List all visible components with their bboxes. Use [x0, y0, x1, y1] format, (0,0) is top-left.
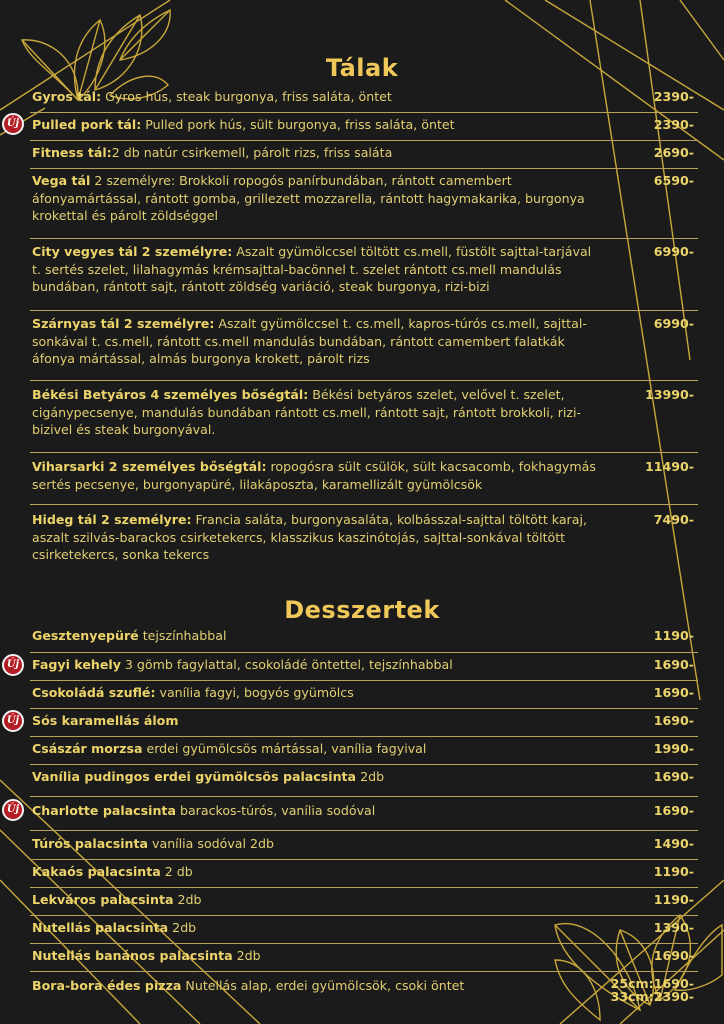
divider — [30, 680, 698, 681]
item-desc: 2db — [168, 920, 197, 935]
item-desc: 2db — [173, 892, 202, 907]
list-item — [32, 656, 698, 674]
item-desc: erdei gyümölcsös mártással, vanília fagyival — [142, 741, 427, 756]
item-desc: Francia saláta, burgonyasaláta, kolbásszal-sajttal töltött karaj, aszalt szilvás-barackos csirketekercs, klasszikus kaszinótojás, sajttal-sonkával töltött csirketekercs, sonka tekercs — [32, 512, 587, 563]
item-name: Túrós palacsinta — [32, 836, 149, 851]
item-desc: 2 személyre: Brokkoli ropogós panírbundában, rántott camembert áfonyamártással, rántott gomba, grillezett mozzarella, rántott hagymakarika, burgonya krokettal és párolt zöldséggel — [32, 173, 585, 224]
new-badge-icon: Új — [2, 799, 24, 821]
item-name: Viharsarki 2 személyes bőségtál: — [32, 459, 267, 474]
item-name: Békési Betyáros 4 személyes bőségtál: — [32, 387, 309, 402]
list-item — [32, 458, 698, 493]
divider — [30, 168, 698, 169]
list-item — [32, 863, 698, 881]
item-price: 1690- — [653, 713, 694, 728]
item-name: Kakaós palacsinta — [32, 864, 161, 879]
divider — [30, 140, 698, 141]
list-item — [32, 684, 698, 702]
item-price: 1690- — [653, 657, 694, 672]
item-name: Vanília pudingos erdei gyümölcsös palacsinta — [32, 769, 357, 784]
list-item — [32, 712, 698, 730]
price-25cm: 25cm:1690- — [610, 976, 694, 991]
item-desc: 2 db — [160, 864, 193, 879]
price-33cm: 33cm:2390- — [610, 989, 694, 1004]
item-price: 1390- — [653, 920, 694, 935]
item-price: 7490- — [653, 512, 694, 527]
divider — [30, 764, 698, 765]
item-desc: vanília sodóval 2db — [148, 836, 275, 851]
item-name: Fitness tál: — [32, 145, 112, 160]
item-desc: Aszalt gyümölccsel töltött cs.mell, füstölt sajttal-tarjával t. sertés szelet, lilahagymás krémsajttal-bacönnel t. szelet rántott cs.mell mandulás bundában, rántott sajt, rántott zöldség variáció, steak burgonya, rizi-bizi — [32, 244, 592, 295]
item-name: Lekváros palacsinta — [32, 892, 174, 907]
item-price: 1490- — [653, 836, 694, 851]
list-item — [32, 740, 698, 758]
item-price: 1990- — [653, 741, 694, 756]
item-price: 1690- — [653, 685, 694, 700]
list-item — [32, 511, 698, 564]
item-desc: Aszalt gyümölccsel t. cs.mell, kapros-túrós cs.mell, sajttal-sonkával t. cs.mell, rántott cs.mell mandulás bundában, rántott camembert falatkák áfonya mártással, almás burgonya krokett, párolt rizs — [32, 316, 587, 367]
divider — [30, 915, 698, 916]
item-desc: Pulled pork hús, sült burgonya, friss saláta, öntet — [141, 117, 455, 132]
item-desc: Nutellás alap, erdei gyümölcsök, csoki öntet — [181, 978, 465, 993]
item-price: 2390- — [653, 89, 694, 104]
item-price: 6590- — [653, 173, 694, 188]
divider — [30, 652, 698, 653]
item-desc: 3 gömb fagylattal, csokoládé öntettel, tejszínhabbal — [120, 657, 453, 672]
item-price: 1190- — [653, 864, 694, 879]
new-badge-icon: Új — [2, 654, 24, 676]
list-item — [32, 768, 698, 786]
divider — [30, 112, 698, 113]
list-item — [32, 172, 698, 225]
item-price: 2690- — [653, 145, 694, 160]
item-desc: vanília fagyi, bogyós gyümölcs — [155, 685, 354, 700]
list-item — [32, 315, 698, 368]
item-desc: Békési betyáros szelet, velővel t. szelet, cigánypecsenye, mandulás bundában rántott cs.mell, rántott sajt, rántott brokkoli, rizi-bizivel és steak burgonyával. — [32, 387, 582, 438]
list-item — [32, 144, 698, 162]
item-price: 6990- — [653, 244, 694, 259]
item-name: Gesztenyepüré — [32, 628, 139, 643]
divider — [30, 238, 698, 239]
new-badge-icon: Új — [2, 710, 24, 732]
divider — [30, 971, 698, 972]
divider — [30, 830, 698, 831]
item-name: Bora-bora édes pizza — [32, 978, 182, 993]
divider — [30, 310, 698, 311]
divider — [30, 887, 698, 888]
list-item — [32, 976, 698, 1004]
item-price: 6990- — [653, 316, 694, 331]
item-name: Pulled pork tál: — [32, 117, 142, 132]
list-item — [32, 627, 698, 645]
divider — [30, 736, 698, 737]
item-price: 1190- — [653, 892, 694, 907]
divider — [30, 504, 698, 505]
item-price: 11490- — [644, 459, 694, 474]
item-name: Fagyi kehely — [32, 657, 121, 672]
list-item — [32, 88, 698, 106]
list-item — [32, 947, 698, 965]
item-desc: barackos-túrós, vanília sodóval — [175, 803, 376, 818]
new-badge-icon: Új — [2, 113, 24, 135]
list-item — [32, 116, 698, 134]
item-name: Császár morzsa — [32, 741, 143, 756]
item-name: Szárnyas tál 2 személyre: — [32, 316, 215, 331]
item-name: Hideg tál 2 személyre: — [32, 512, 192, 527]
divider — [30, 859, 698, 860]
item-price: 1690- — [653, 803, 694, 818]
item-name: Gyros tál: — [32, 89, 102, 104]
section-title-talak: Tálak — [325, 54, 399, 82]
item-name: City vegyes tál 2 személyre: — [32, 244, 233, 259]
item-name: Sós karamellás álom — [32, 713, 179, 728]
item-desc: ropogósra sült csülök, sült kacsacomb, fokhagymás sertés pecsenye, burgonyapüré, lilakáposzta, karamellizált gyümölcsök — [32, 459, 596, 492]
item-price: 1690- — [653, 948, 694, 963]
item-price: 13990- — [644, 387, 694, 402]
list-item — [32, 919, 698, 937]
list-item — [32, 802, 698, 820]
item-name: Nutellás banános palacsinta — [32, 948, 233, 963]
list-item — [32, 386, 698, 439]
item-name: Vega tál — [32, 173, 91, 188]
item-name: Csokoládá szuflé: — [32, 685, 156, 700]
section-title-desszertek: Desszertek — [284, 596, 440, 624]
list-item — [32, 891, 698, 909]
item-price: 1690- — [653, 769, 694, 784]
item-desc: 2db — [356, 769, 385, 784]
item-desc: 2 db natúr csirkemell, párolt rizs, friss saláta — [111, 145, 393, 160]
item-price: 1190- — [653, 628, 694, 643]
divider — [30, 796, 698, 797]
list-item — [32, 243, 698, 296]
list-item — [32, 835, 698, 853]
divider — [30, 452, 698, 453]
item-desc: tejszínhabbal — [138, 628, 227, 643]
divider — [30, 380, 698, 381]
item-desc: Gyros hús, steak burgonya, friss saláta, öntet — [101, 89, 392, 104]
divider — [30, 943, 698, 944]
item-name: Nutellás palacsinta — [32, 920, 169, 935]
item-price: 2390- — [653, 117, 694, 132]
item-price — [611, 977, 694, 1003]
item-desc: 2db — [232, 948, 261, 963]
divider — [30, 708, 698, 709]
item-name: Charlotte palacsinta — [32, 803, 176, 818]
